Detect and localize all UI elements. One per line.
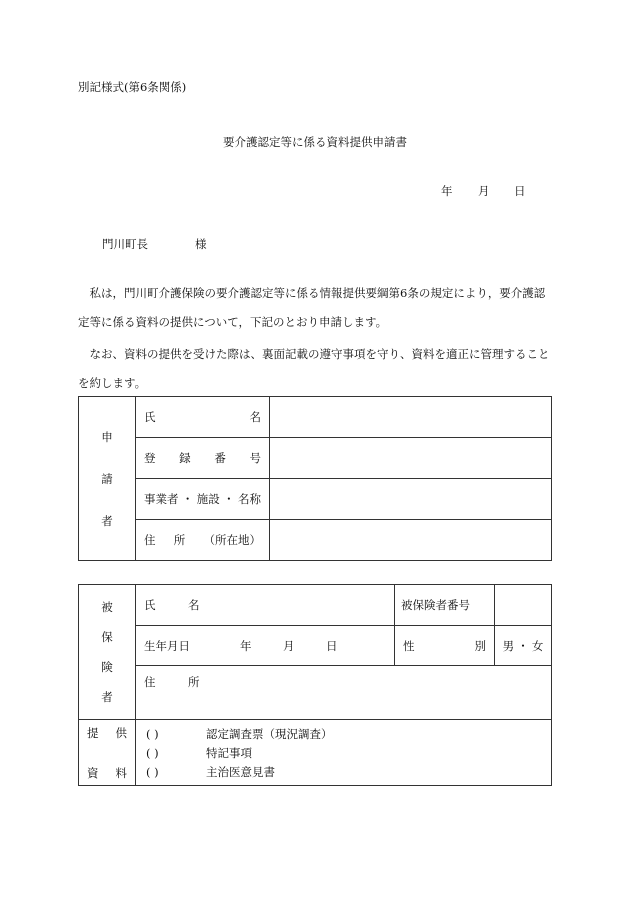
checkbox[interactable]: ( ) — [146, 745, 159, 760]
insured-side-label: 被 保 険 者 — [79, 585, 136, 720]
form-title: 要介護認定等に係る資料提供申請書 — [223, 135, 407, 149]
insured-number-label: 被保険者番号 — [395, 585, 495, 626]
checkbox[interactable]: ( ) — [146, 726, 159, 741]
date-month-label: 月 — [478, 184, 490, 198]
insured-number-field[interactable] — [495, 585, 552, 626]
applicant-name-label: 氏 名 — [136, 397, 270, 438]
materials-side-label: 提 供 資 料 — [79, 720, 136, 786]
checkbox[interactable]: ( ) — [146, 764, 159, 779]
insured-name-cell[interactable]: 氏 名 — [136, 585, 395, 626]
applicant-side-label: 申 請 者 — [79, 397, 136, 561]
date-year-label: 年 — [441, 184, 453, 198]
applicant-name-field[interactable] — [270, 397, 552, 438]
material-item-survey[interactable]: ( ) 認定調査票（現況調査） — [146, 726, 333, 741]
business-facility-name-field[interactable] — [270, 479, 552, 520]
declaration-paragraph: 私は，門川町介護保険の要介護認定等に係る情報提供要綱第6条の規定により，要介護認定等に係る資料の提供について，下記のとおり申請します。 — [78, 286, 546, 329]
material-item-doctor-opinion[interactable]: ( ) 主治医意見書 — [146, 764, 275, 779]
applicant-table — [78, 396, 552, 561]
sex-options[interactable]: 男 ・ 女 — [495, 626, 552, 666]
insured-table — [78, 584, 552, 786]
applicant-address-label: 住 所 （所在地） — [136, 520, 270, 561]
registration-number-field[interactable] — [270, 438, 552, 479]
business-facility-name-label: 事業者 ・ 施設 ・ 名称 — [136, 479, 270, 520]
birth-date-cell[interactable]: 生年月日 年 月 日 — [136, 626, 395, 666]
addressee-name: 門川町長 — [102, 237, 148, 251]
material-item-special-notes[interactable]: ( ) 特記事項 — [146, 745, 252, 760]
addressee-suffix: 様 — [195, 237, 207, 251]
commitment-paragraph: なお、資料の提供を受けた際は、裏面記載の遵守事項を守り、資料を適正に管理することを約します。 — [78, 347, 550, 390]
registration-number-label: 登 録 番 号 — [136, 438, 270, 479]
insured-address-cell[interactable]: 住 所 — [136, 666, 552, 720]
applicant-address-field[interactable] — [270, 520, 552, 561]
sex-label: 性 別 — [395, 626, 495, 666]
form-reference: 別記様式(第6条関係) — [78, 80, 187, 94]
materials-list — [136, 720, 552, 786]
date-day-label: 日 — [514, 184, 526, 198]
